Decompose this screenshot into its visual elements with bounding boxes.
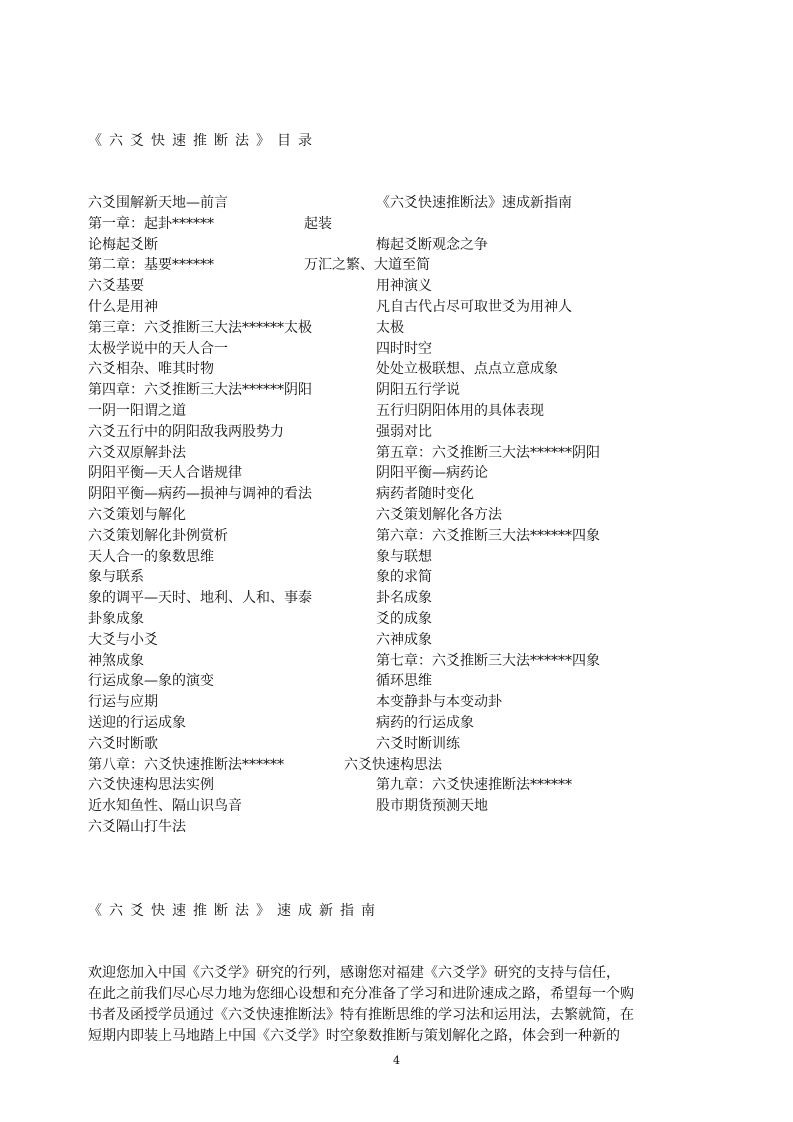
toc-entry-left: 六爻快速构思法实例 [88,777,214,794]
toc-row [88,546,708,567]
toc-row [88,234,708,255]
toc-row [88,754,708,775]
toc-row [88,296,708,317]
toc-entry-left: 象与联系 [88,569,144,586]
toc-row [88,275,708,296]
toc-entry-right: 凡自古代占尽可取世爻为用神人 [376,299,572,315]
toc-entry-right: 万汇之繁、大道至简 [304,257,430,274]
toc-row [88,629,708,650]
toc-entry-right: 股市期货预测天地 [376,798,488,815]
toc-entry-right: 第六章：六爻推断三大法******四象 [376,527,600,544]
toc-entry-right: 强弱对比 [376,423,432,440]
guide-title: 《六爻快速推断法》速成新指南 [88,903,382,919]
toc-row [88,774,708,795]
toc-entry-right: 《六爻快速推断法》速成新指南 [376,195,572,211]
toc-row [88,733,708,754]
toc-entry-left: 第四章：六爻推断三大法******阴阳 [88,382,312,399]
toc-entry-left: 神煞成象 [88,652,144,669]
toc-entry-right: 阴阳平衡—病药论 [376,465,488,482]
toc-entry-left: 第八章：六爻快速推断法****** [88,756,284,773]
toc-entry-left: 一阴一阳谓之道 [88,403,186,419]
toc-entry-left: 天人合一的象数思维 [88,548,214,565]
toc-row [88,379,708,400]
toc-entry-left: 六爻策划与解化 [88,507,186,523]
toc-row [88,358,708,379]
toc-row [88,317,708,338]
toc-entry-right: 起装 [304,215,332,232]
toc-row [88,504,708,525]
toc-row [88,421,708,442]
toc-entry-left: 六爻五行中的阴阳敌我两股势力 [88,423,284,440]
toc-entry-right: 四时时空 [376,340,432,357]
toc-entry-right: 太极 [376,319,404,336]
toc-title: 《六爻快速推断法》目录 [88,133,319,149]
toc-entry-left: 论梅起爻断 [88,236,158,253]
toc-entry-right: 第七章：六爻推断三大法******四象 [376,652,600,669]
toc-entry-right: 象与联想 [376,548,432,565]
toc-entry-right: 循环思维 [376,673,432,690]
toc-entry-left: 六爻隔山打牛法 [88,819,186,835]
guide-line: 短期内即装上马地踏上中国《六爻学》时空象数推断与策划解化之路，体会到一种新的 [88,1028,620,1044]
guide-line: 欢迎您加入中国《六爻学》研究的行列，感谢您对福建《六爻学》研究的支持与信任， [88,965,620,981]
toc-row [88,525,708,546]
toc-entry-right: 象的求简 [376,569,432,586]
guide-line: 书者及函授学员通过《六爻快速推断法》特有推断思维的学习法和运用法，去繁就简，在 [88,1007,634,1023]
toc-entry-left: 六爻围解新天地—前言 [88,195,228,211]
toc-entry-right: 卦名成象 [376,590,432,607]
toc-entry-right: 五行归阴阳体用的具体表现 [376,403,544,419]
toc-row [88,254,708,275]
toc-entry-left: 第一章：起卦****** [88,215,214,232]
toc-entry-right: 六爻时断训练 [376,735,460,752]
toc-entry-right: 阴阳五行学说 [376,382,460,399]
toc-entry-left: 六爻相杂、唯其时物 [88,361,214,378]
toc-entry-left: 六爻策划解化卦例赏析 [88,527,228,544]
toc-entry-right: 爻的成象 [376,611,432,627]
toc-row [88,462,708,483]
guide-paragraph [88,963,714,1047]
toc-entry-left: 象的调平—天时、地利、人和、事泰 [88,590,312,607]
toc-entry-right: 六爻策划解化各方法 [376,507,502,523]
toc-entry-left: 太极学说中的天人合一 [88,340,228,357]
toc-row [88,587,708,608]
toc-entry-left: 六爻基要 [88,278,144,295]
toc-entry-right: 六神成象 [376,631,432,648]
toc-entry-left: 行运成象—象的演变 [88,673,214,690]
toc-entry-right: 病药者随时变化 [376,486,474,503]
toc-row [88,566,708,587]
toc-entry-left: 阴阳平衡—病药—损神与调神的看法 [88,486,312,503]
toc-entry-left: 行运与应期 [88,694,158,711]
toc-entry-right: 第五章：六爻推断三大法******阴阳 [376,444,600,461]
toc-entry-left: 第二章：基要****** [88,257,214,274]
toc-entry-right: 六爻快速构思法 [344,756,442,773]
toc-row [88,192,708,213]
toc-row [88,483,708,504]
toc-row [88,795,708,816]
toc-entry-right: 病药的行运成象 [376,715,474,731]
toc-entry-left: 六爻时断歌 [88,735,158,752]
toc-entry-right: 本变静卦与本变动卦 [376,694,502,711]
toc-entry-left: 卦象成象 [88,611,144,627]
toc-row [88,213,708,234]
toc-entry-left: 六爻双原解卦法 [88,444,186,461]
toc-row [88,442,708,463]
guide-line: 在此之前我们尽心尽力地为您细心设想和充分准备了学习和进阶速成之路，希望每一个购 [88,986,634,1002]
toc-entry-right: 第九章：六爻快速推断法****** [376,777,572,794]
toc-row [88,816,708,837]
toc-row [88,650,708,671]
toc-row [88,712,708,733]
toc-row [88,338,708,359]
toc-entry-left: 什么是用神 [88,299,158,315]
toc-row [88,670,708,691]
toc-entry-left: 阴阳平衡—天人合谐规律 [88,465,242,482]
page-number: 4 [393,1054,400,1067]
toc-row [88,608,708,629]
toc-entry-right: 用神演义 [376,278,432,295]
toc-entry-left: 近水知鱼性、隔山识鸟音 [88,798,242,815]
toc-entry-left: 大爻与小爻 [88,631,158,648]
toc-row [88,691,708,712]
toc-entry-right: 处处立极联想、点点立意成象 [376,361,558,378]
toc-entry-left: 送迎的行运成象 [88,715,186,731]
toc-entry-right: 梅起爻断观念之争 [376,236,488,253]
toc-row [88,400,708,421]
toc-entry-left: 第三章：六爻推断三大法******太极 [88,319,312,336]
